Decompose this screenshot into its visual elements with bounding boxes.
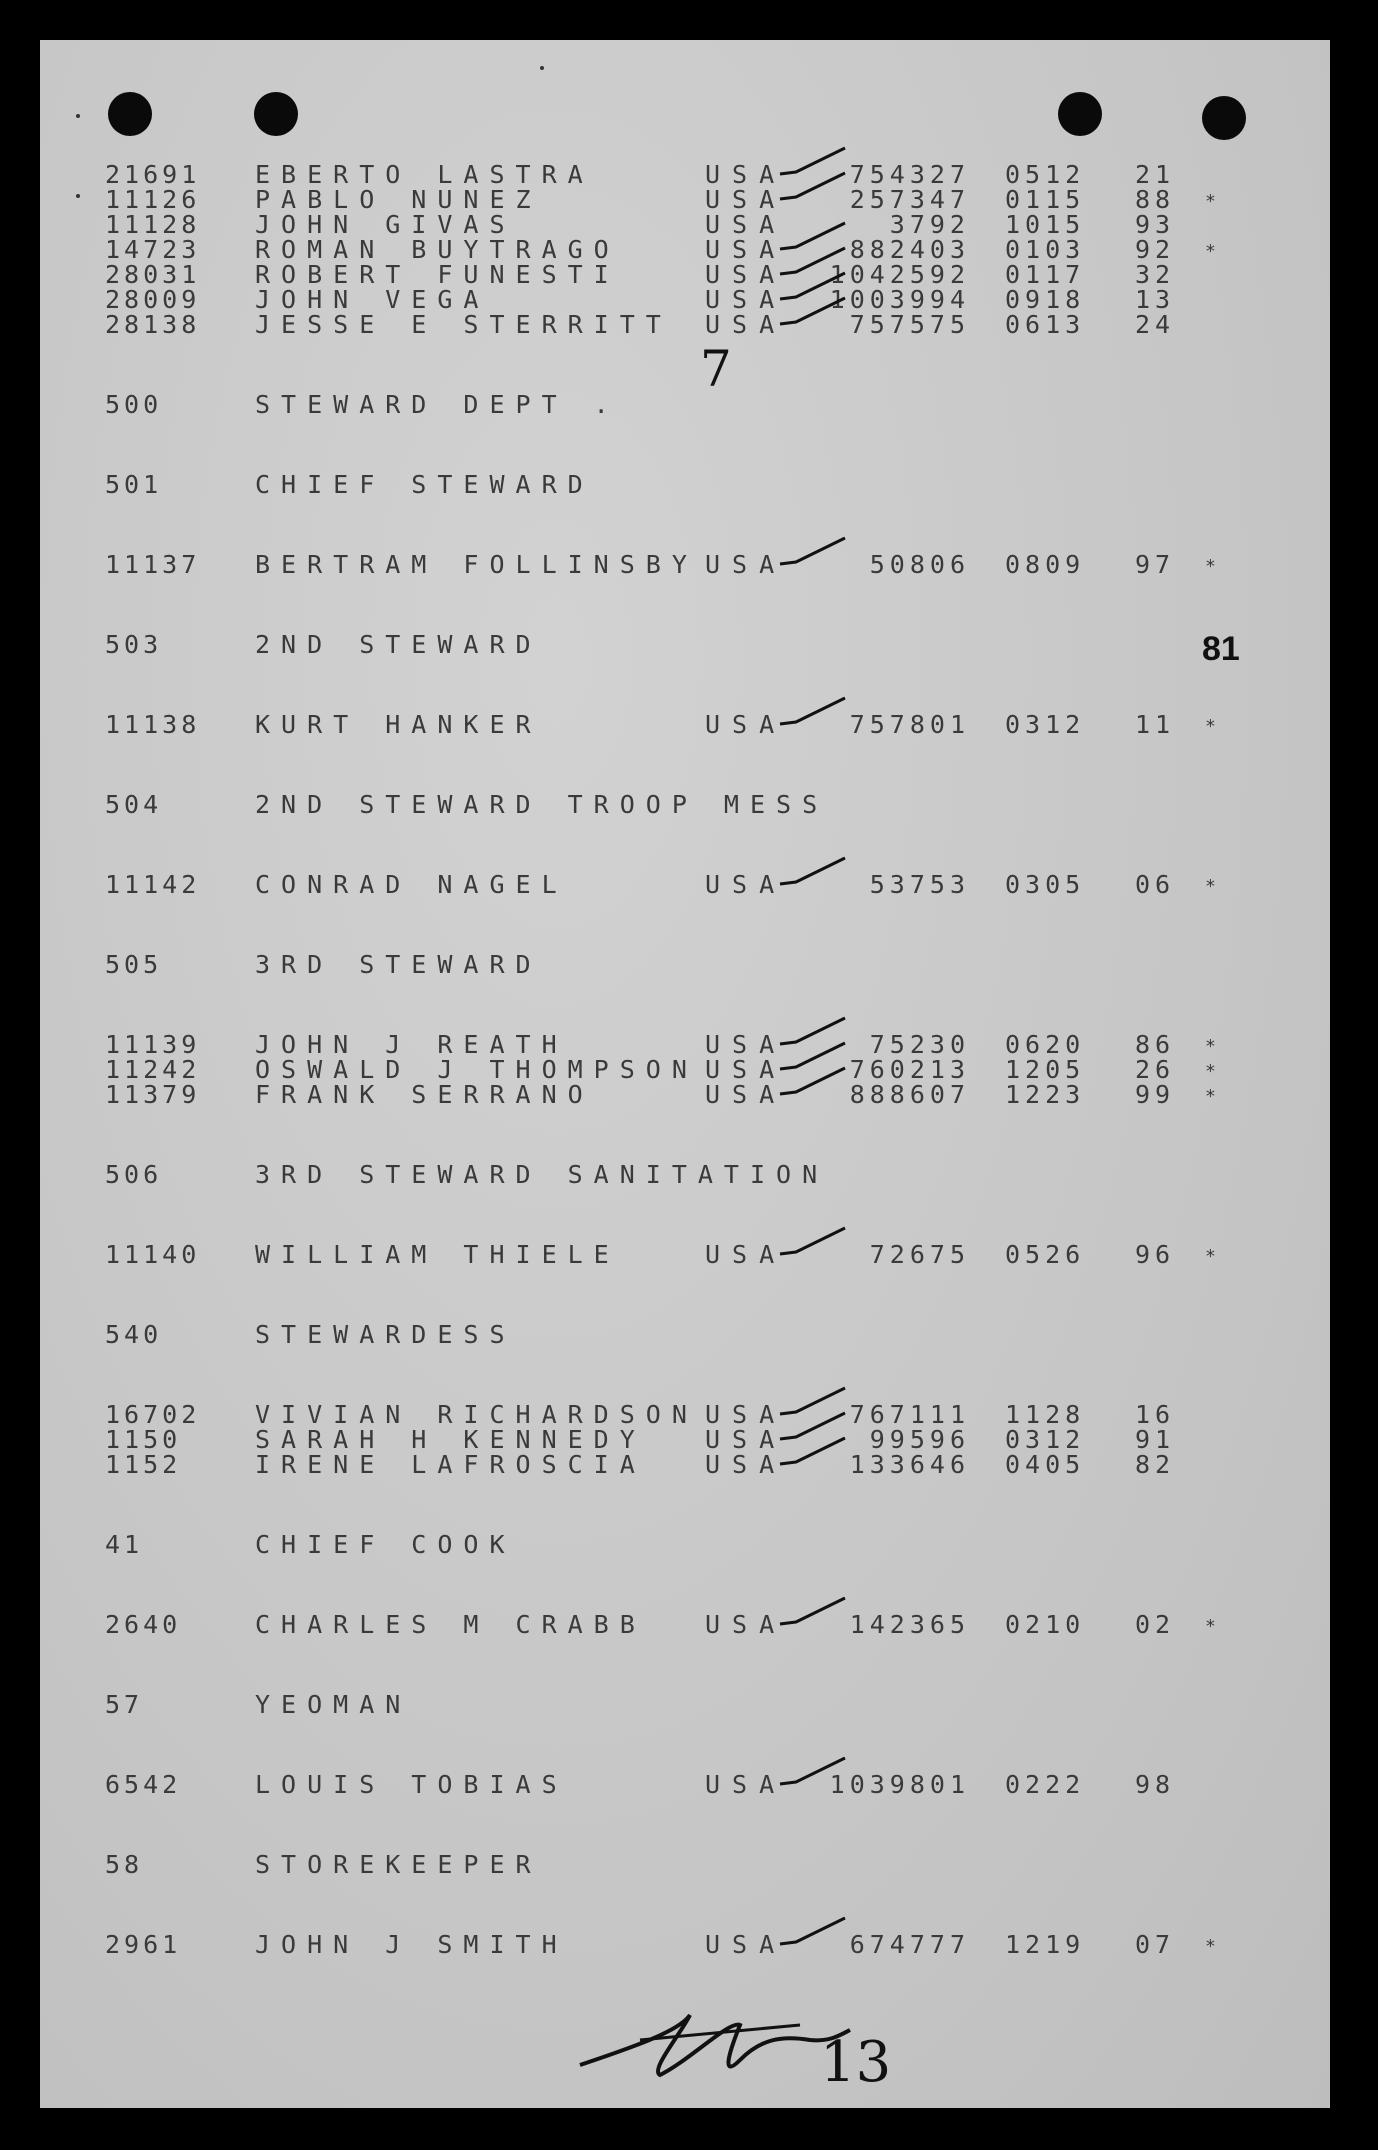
check-mark [780,1758,845,1784]
crew-code: 506 [105,1160,163,1189]
handwritten-page-count: 13 [820,2030,892,2095]
nationality: USA [705,1240,787,1269]
document-page [40,40,1330,2108]
nationality: USA [705,210,787,239]
year-code: 13 [1135,285,1176,314]
document-number: 754327 [849,160,970,189]
document-number: 133646 [849,1450,970,1479]
document-number: 75230 [869,1030,970,1059]
date-code: 1223 [1005,1080,1086,1109]
nationality: USA [705,710,787,739]
year-code: 11 [1135,710,1176,739]
check-mark [780,538,845,564]
check-mark [780,248,845,274]
document-number: 257347 [849,185,970,214]
year-code: 96 [1135,1240,1176,1269]
crew-name: JESSE E STERRITT [255,310,672,339]
date-code: 0312 [1005,710,1086,739]
crew-code: 28009 [105,285,201,314]
asterisk-mark: * [1205,191,1216,212]
document-number: 72675 [869,1240,970,1269]
check-mark [780,273,845,299]
date-code: 0117 [1005,260,1086,289]
crew-name: KURT HANKER [255,710,542,739]
date-code: 1205 [1005,1055,1086,1084]
year-code: 82 [1135,1450,1176,1479]
document-number: 1003994 [829,285,970,314]
year-code: 24 [1135,310,1176,339]
nationality: USA [705,1770,787,1799]
crew-code: 11140 [105,1240,201,1269]
crew-code: 540 [105,1320,163,1349]
date-code: 0809 [1005,550,1086,579]
crew-name: VIVIAN RICHARDSON [255,1400,698,1429]
crew-code: 28138 [105,310,201,339]
check-mark [780,1413,845,1439]
section-title: STEWARD DEPT . [255,390,620,419]
nationality: USA [705,310,787,339]
asterisk-mark: * [1205,1086,1216,1107]
crew-name: IRENE LAFROSCIA [255,1450,646,1479]
date-code: 0210 [1005,1610,1086,1639]
date-code: 0222 [1005,1770,1086,1799]
check-mark [780,148,845,174]
document-number: 50806 [869,550,970,579]
crew-name: EBERTO LASTRA [255,160,594,189]
section-title: 3RD STEWARD SANITATION [255,1160,829,1189]
asterisk-mark: * [1205,716,1216,737]
year-code: 07 [1135,1930,1176,1959]
nationality: USA [705,1930,787,1959]
check-mark [780,1018,845,1044]
crew-code: 11139 [105,1030,201,1059]
asterisk-mark: * [1205,876,1216,897]
check-mark [780,1043,845,1069]
crew-code: 1152 [105,1450,182,1479]
nationality: USA [705,1610,787,1639]
crew-code: 505 [105,950,163,979]
asterisk-mark: * [1205,241,1216,262]
asterisk-mark: * [1205,1936,1216,1957]
year-code: 91 [1135,1425,1176,1454]
crew-code: 41 [105,1530,144,1559]
document-number: 1042592 [829,260,970,289]
handwritten-section-mark: 7 [700,340,732,398]
crew-name: JOHN VEGA [255,285,490,314]
crew-code: 500 [105,390,163,419]
nationality: USA [705,235,787,264]
nationality: USA [705,870,787,899]
check-mark [780,1598,845,1624]
check-mark [780,1918,845,1944]
crew-name: PABLO NUNEZ [255,185,542,214]
nationality: USA [705,1080,787,1109]
nationality: USA [705,1425,787,1454]
nationality: USA [705,285,787,314]
check-mark [780,858,845,884]
date-code: 0103 [1005,235,1086,264]
document-number: 3792 [889,210,970,239]
asterisk-mark: * [1205,1616,1216,1637]
section-title: STEWARDESS [255,1320,516,1349]
check-mark [780,1388,845,1414]
check-mark [780,298,845,324]
nationality: USA [705,260,787,289]
document-number: 674777 [849,1930,970,1959]
crew-code: 503 [105,630,163,659]
crew-code: 28031 [105,260,201,289]
date-code: 0526 [1005,1240,1086,1269]
crew-code: 57 [105,1690,144,1719]
section-title: CHIEF STEWARD [255,470,594,499]
crew-code: 11142 [105,870,201,899]
crew-code: 11379 [105,1080,201,1109]
nationality: USA [705,185,787,214]
crew-code: 58 [105,1850,144,1879]
year-code: 92 [1135,235,1176,264]
page-number: 81 [1202,630,1240,668]
crew-name: JOHN GIVAS [255,210,516,239]
date-code: 0115 [1005,185,1086,214]
asterisk-mark: * [1205,1061,1216,1082]
date-code: 0620 [1005,1030,1086,1059]
date-code: 1219 [1005,1930,1086,1959]
crew-name: JOHN J SMITH [255,1930,568,1959]
year-code: 21 [1135,160,1176,189]
year-code: 26 [1135,1055,1176,1084]
document-number: 142365 [849,1610,970,1639]
year-code: 32 [1135,260,1176,289]
signature-scrawl [580,2015,850,2075]
asterisk-mark: * [1205,1246,1216,1267]
asterisk-mark: * [1205,1036,1216,1057]
document-number: 53753 [869,870,970,899]
crew-code: 11137 [105,550,201,579]
check-mark [780,1438,845,1464]
crew-name: ROBERT FUNESTI [255,260,620,289]
year-code: 16 [1135,1400,1176,1429]
nationality: USA [705,1030,787,1059]
year-code: 86 [1135,1030,1176,1059]
check-mark [780,223,845,249]
crew-name: SARAH H KENNEDY [255,1425,646,1454]
nationality: USA [705,550,787,579]
document-number: 757801 [849,710,970,739]
annotation-marks [40,40,1330,2108]
crew-code: 11128 [105,210,201,239]
crew-name: FRANK SERRANO [255,1080,594,1109]
document-number: 99596 [869,1425,970,1454]
nationality: USA [705,1055,787,1084]
document-number: 767111 [849,1400,970,1429]
date-code: 0405 [1005,1450,1086,1479]
document-number: 888607 [849,1080,970,1109]
crew-code: 2640 [105,1610,182,1639]
document-number: 882403 [849,235,970,264]
section-title: YEOMAN [255,1690,412,1719]
section-title: 3RD STEWARD [255,950,542,979]
section-title: STOREKEEPER [255,1850,542,1879]
year-code: 99 [1135,1080,1176,1109]
crew-code: 1150 [105,1425,182,1454]
year-code: 93 [1135,210,1176,239]
check-mark [780,173,845,199]
document-number: 1039801 [829,1770,970,1799]
date-code: 0613 [1005,310,1086,339]
section-title: 2ND STEWARD TROOP MESS [255,790,829,819]
crew-code: 2961 [105,1930,182,1959]
date-code: 0312 [1005,1425,1086,1454]
year-code: 06 [1135,870,1176,899]
date-code: 0512 [1005,160,1086,189]
date-code: 1128 [1005,1400,1086,1429]
crew-name: WILLIAM THIELE [255,1240,620,1269]
year-code: 98 [1135,1770,1176,1799]
crew-code: 11242 [105,1055,201,1084]
year-code: 97 [1135,550,1176,579]
year-code: 88 [1135,185,1176,214]
crew-name: OSWALD J THOMPSON [255,1055,698,1084]
crew-code: 14723 [105,235,201,264]
crew-name: CHARLES M CRABB [255,1610,646,1639]
document-number: 757575 [849,310,970,339]
document-number: 760213 [849,1055,970,1084]
date-code: 0305 [1005,870,1086,899]
crew-code: 6542 [105,1770,182,1799]
date-code: 0918 [1005,285,1086,314]
crew-code: 21691 [105,160,201,189]
crew-name: ROMAN BUYTRAGO [255,235,620,264]
check-mark [780,1068,845,1094]
year-code: 02 [1135,1610,1176,1639]
section-title: CHIEF COOK [255,1530,516,1559]
crew-code: 16702 [105,1400,201,1429]
crew-name: LOUIS TOBIAS [255,1770,568,1799]
section-title: 2ND STEWARD [255,630,542,659]
crew-name: JOHN J REATH [255,1030,568,1059]
asterisk-mark: * [1205,556,1216,577]
crew-code: 504 [105,790,163,819]
date-code: 1015 [1005,210,1086,239]
check-mark [780,1228,845,1254]
nationality: USA [705,1400,787,1429]
crew-name: CONRAD NAGEL [255,870,568,899]
crew-code: 501 [105,470,163,499]
nationality: USA [705,1450,787,1479]
check-mark [780,698,845,724]
crew-name: BERTRAM FOLLINSBY [255,550,698,579]
nationality: USA [705,160,787,189]
crew-code: 11138 [105,710,201,739]
crew-code: 11126 [105,185,201,214]
